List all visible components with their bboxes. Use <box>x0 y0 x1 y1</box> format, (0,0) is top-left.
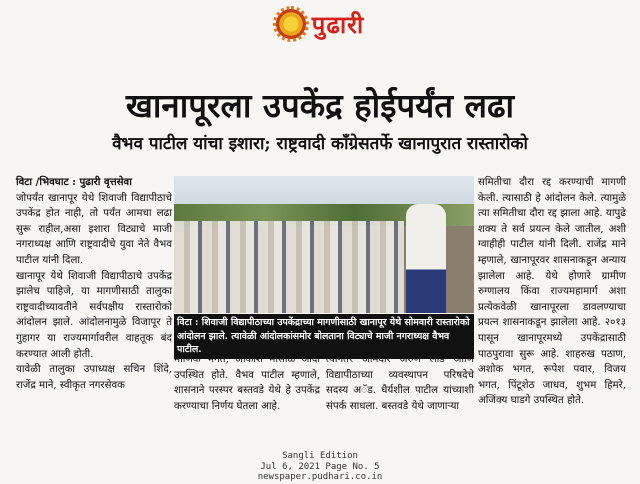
dateline: विटा /भिवघाट : पुढारी वृत्तसेवा <box>16 176 132 188</box>
article-column-3: समितीचा दौरा रद्द करण्याची मागणी केली. त्यासाठी हे आंदोलन केले. त्यामुळे त्या समितीचा दौरा रद्द झाला आहे. यापुढे शक्य ते सर्व प्रयत्न केले जातील, अशी ग्वाहीही पाटील यांनी दिली. राजेंद्र माने म्हणाले, खानापूरवर शासनाकडून अन्याय झालेला आहे. येथे होणारे ग्रामीण रुग्णालय किंवा राज्यमहामार्ग अशा प्रत्येकवेळी खानापूरला डावलण्याचा प्रयत्न शासनाकडून झालेला आहे. २०१३ पासून खानापूरमध्ये उपकेंद्रासाठी पाठपुरावा सुरू आहे. शाहरुख पठाण, अशोक भगत, रूपेश पवार, विजय भगत, पिंटूशेठ जाधव, शुभम हिमरे, अजिंक्य घाडगे उपस्थित होते. <box>478 177 626 407</box>
paragraph: खानापूर येथे शिवाजी विद्यापीठाचे उपकेंद्र झालेच पाहिजे, या मागणीसाठी तालुका राष्ट्रवादीच्यावतीने सर्वपक्षीय रास्तारोको आंदोलन झाले. आंदोलनामुळे विजापूर ते गुहागर या राज्यमार्गावरील वाहतूक बंद करण्यात आली होती. <box>16 270 172 360</box>
article-column-2b: त्यानंतर आमदार अरुण लाड आणि विद्यापीठाच्या व्यवस्थापन परिषदेचे सदस्य अॅड. धैर्यशील पाटील यांच्याशी संपर्क साधला. बस्तवडे येथे जाणाऱ्या <box>326 354 474 412</box>
edition-name: Sangli Edition <box>282 451 358 461</box>
paragraph: जोपर्यंत खानापूर येथे शिवाजी विद्यापीठाचे उपकेंद्र होत नाही, तो पर्यंत आमचा लढा सुरू राहील,असा इशारा विट्याचे माजी नगराध्यक्ष आणि राष्ट्रवादीचे युवा नेते वैभव पाटील यांनी दिला. <box>16 192 172 266</box>
headline: खानापूरला उपकेंद्र होईपर्यंत लढा <box>125 86 515 125</box>
news-photo <box>174 176 474 313</box>
photo-caption: विटा : शिवाजी विद्यापीठाच्या उपकेंद्राच्या मागणीसाठी खानापूर येथे सोमवारी रास्तारोको आंदोलन झाले. त्यावेळी आंदोलकांसमोर बोलताना विट्याचे माजी नगराध्यक्ष वैभव पाटील. <box>174 314 474 359</box>
edition-date-page: Jul 6, 2021 Page No. 5 <box>260 461 380 472</box>
article-column-2a: माणिक भगत, आकाश मासाळ आदी उपस्थित होते. वैभव पाटील म्हणाले, शासनाने परस्पर बस्तवडे येथे हे उपकेंद्र करण्याचा निर्णय घेतला आहे. <box>174 354 320 412</box>
sun-emblem-icon <box>276 9 306 39</box>
edition-website: newspaper.pudhari.co.in <box>257 472 383 482</box>
protest-crowd <box>174 221 404 313</box>
masthead <box>0 6 640 42</box>
subheadline: वैभव पाटील यांचा इशारा; राष्ट्रवादी काँग्रेसतर्फे खानापुरात रास्तारोको <box>112 134 528 154</box>
speaker-figure <box>406 204 446 313</box>
edition-footer <box>0 451 640 483</box>
article-column-1 <box>16 175 172 393</box>
masthead-name: पुढारी <box>311 9 365 39</box>
paragraph: यावेळी तालुका उपाध्यक्ष सचिन शिंदे, राजेंद्र माने, स्वीकृत नगरसेवक <box>16 364 172 391</box>
